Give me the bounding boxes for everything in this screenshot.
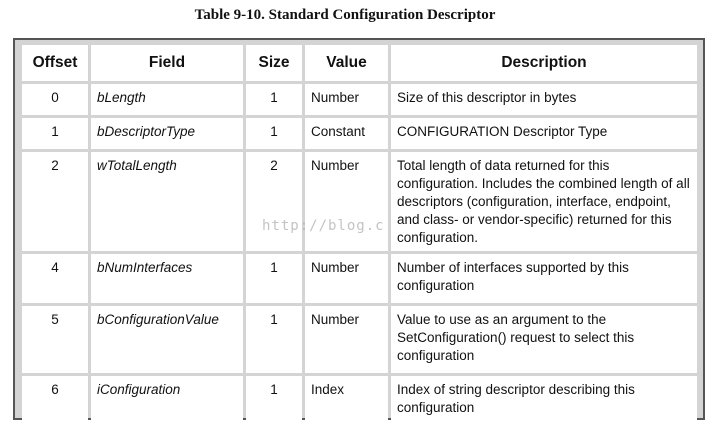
description-cell: Number of interfaces supported by this configuration (391, 254, 697, 303)
offset-cell: 0 (22, 84, 88, 115)
offset-cell: 2 (22, 152, 88, 251)
table-caption: Table 9-10. Standard Configuration Descriptor (194, 7, 496, 23)
header-row (22, 45, 697, 81)
offset-cell: 5 (22, 306, 88, 373)
watermark-text: http://blog.c (262, 218, 385, 234)
value-cell: Constant (305, 118, 388, 149)
size-cell: 1 (246, 254, 302, 303)
header-field: Field (91, 45, 243, 81)
value-cell: Number (305, 254, 388, 303)
offset-cell: 6 (22, 376, 88, 423)
value-cell: Number (305, 84, 388, 115)
header-value: Value (305, 45, 388, 81)
field-cell: iConfiguration (91, 376, 243, 423)
table-row (22, 306, 697, 373)
value-cell: Number (305, 152, 388, 251)
header-offset: Offset (22, 45, 88, 81)
description-cell: Total length of data returned for this configuration. Includes the combined length of all descriptors (configuration, interface, endpoint, and class- or vendor-specific) returned for this configuration. (391, 152, 697, 251)
field-cell: bDescriptorType (91, 118, 243, 149)
header-size: Size (246, 45, 302, 81)
offset-cell: 1 (22, 118, 88, 149)
size-cell: 1 (246, 118, 302, 149)
descriptor-table (19, 42, 700, 426)
size-cell: 1 (246, 84, 302, 115)
description-cell: Value to use as an argument to the SetConfiguration() request to select this configuration (391, 306, 697, 373)
description-cell: Size of this descriptor in bytes (391, 84, 697, 115)
descriptor-table-frame (13, 38, 705, 420)
table-row (22, 376, 697, 423)
table-row (22, 84, 697, 115)
size-cell: 1 (246, 376, 302, 423)
value-cell: Index (305, 376, 388, 423)
description-cell: CONFIGURATION Descriptor Type (391, 118, 697, 149)
size-cell: 2 (246, 152, 302, 251)
offset-cell: 4 (22, 254, 88, 303)
description-cell: Index of string descriptor describing this configuration (391, 376, 697, 423)
value-cell: Number (305, 306, 388, 373)
field-cell: wTotalLength (91, 152, 243, 251)
size-cell: 1 (246, 306, 302, 373)
field-cell: bNumInterfaces (91, 254, 243, 303)
table-row (22, 254, 697, 303)
table-row (22, 118, 697, 149)
header-description: Description (391, 45, 697, 81)
field-cell: bConfigurationValue (91, 306, 243, 373)
table-row (22, 152, 697, 251)
field-cell: bLength (91, 84, 243, 115)
